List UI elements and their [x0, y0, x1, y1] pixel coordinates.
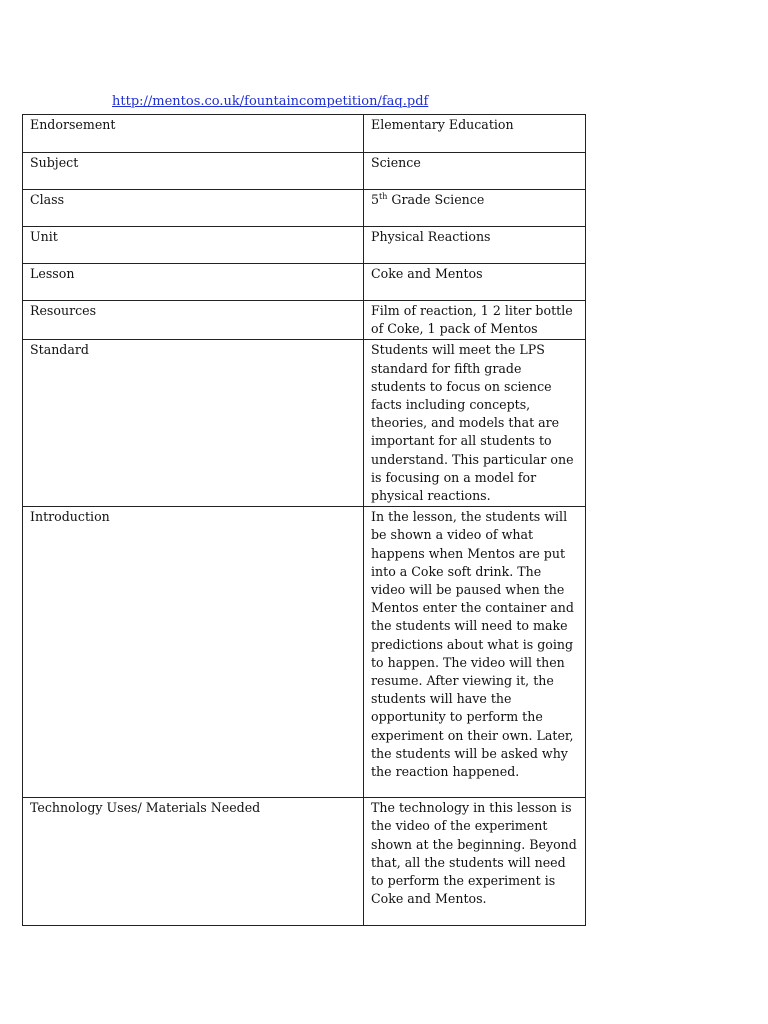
- resources-label: Resources: [23, 301, 364, 340]
- table-row-technology: [23, 798, 586, 926]
- table-row-subject: [23, 153, 586, 190]
- introduction-value: In the lesson, the students will be shown a video of what happens when Mentos are put into a Coke soft drink. The video will be paused when the Mentos enter the container and the students will need to make predictions about what is going to happen. The video will then resume. After viewing it, the students will have the opportunity to perform the experiment on their own. Later, the students will be asked why the reaction happened.: [364, 507, 586, 798]
- unit-value: Physical Reactions: [364, 227, 586, 264]
- table-row-lesson: [23, 264, 586, 301]
- introduction-label: Introduction: [23, 507, 364, 798]
- subject-label: Subject: [23, 153, 364, 190]
- endorsement-value: Elementary Education: [364, 115, 586, 153]
- table-row-standard: [23, 340, 586, 507]
- class-value-ordinal: th: [379, 191, 388, 201]
- table-row-introduction: [23, 507, 586, 798]
- unit-label: Unit: [23, 227, 364, 264]
- standard-value: Students will meet the LPS standard for fifth grade students to focus on science facts including concepts, theories, and models that are important for all students to understand. This particular one is focusing on a model for physical reactions.: [364, 340, 586, 507]
- lesson-label: Lesson: [23, 264, 364, 301]
- technology-label: Technology Uses/ Materials Needed: [23, 798, 364, 926]
- endorsement-label: Endorsement: [23, 115, 364, 153]
- faq-pdf-link[interactable]: http://mentos.co.uk/fountaincompetition/faq.pdf: [112, 94, 429, 109]
- subject-value: Science: [364, 153, 586, 190]
- table-row-class: [23, 190, 586, 227]
- class-value-number: 5: [371, 192, 380, 207]
- table-row-endorsement: [23, 115, 586, 153]
- lesson-plan-table: [22, 114, 586, 926]
- table-row-unit: [23, 227, 586, 264]
- standard-label: Standard: [23, 340, 364, 507]
- technology-value: The technology in this lesson is the video of the experiment shown at the beginning. Beyond that, all the students will need to perform the experiment is Coke and Mentos.: [364, 798, 586, 926]
- class-value-rest: Grade Science: [387, 192, 485, 207]
- resources-value: Film of reaction, 1 2 liter bottle of Coke, 1 pack of Mentos: [364, 301, 586, 340]
- lesson-value: Coke and Mentos: [364, 264, 586, 301]
- class-value: [364, 190, 586, 227]
- table-row-resources: [23, 301, 586, 340]
- class-label: Class: [23, 190, 364, 227]
